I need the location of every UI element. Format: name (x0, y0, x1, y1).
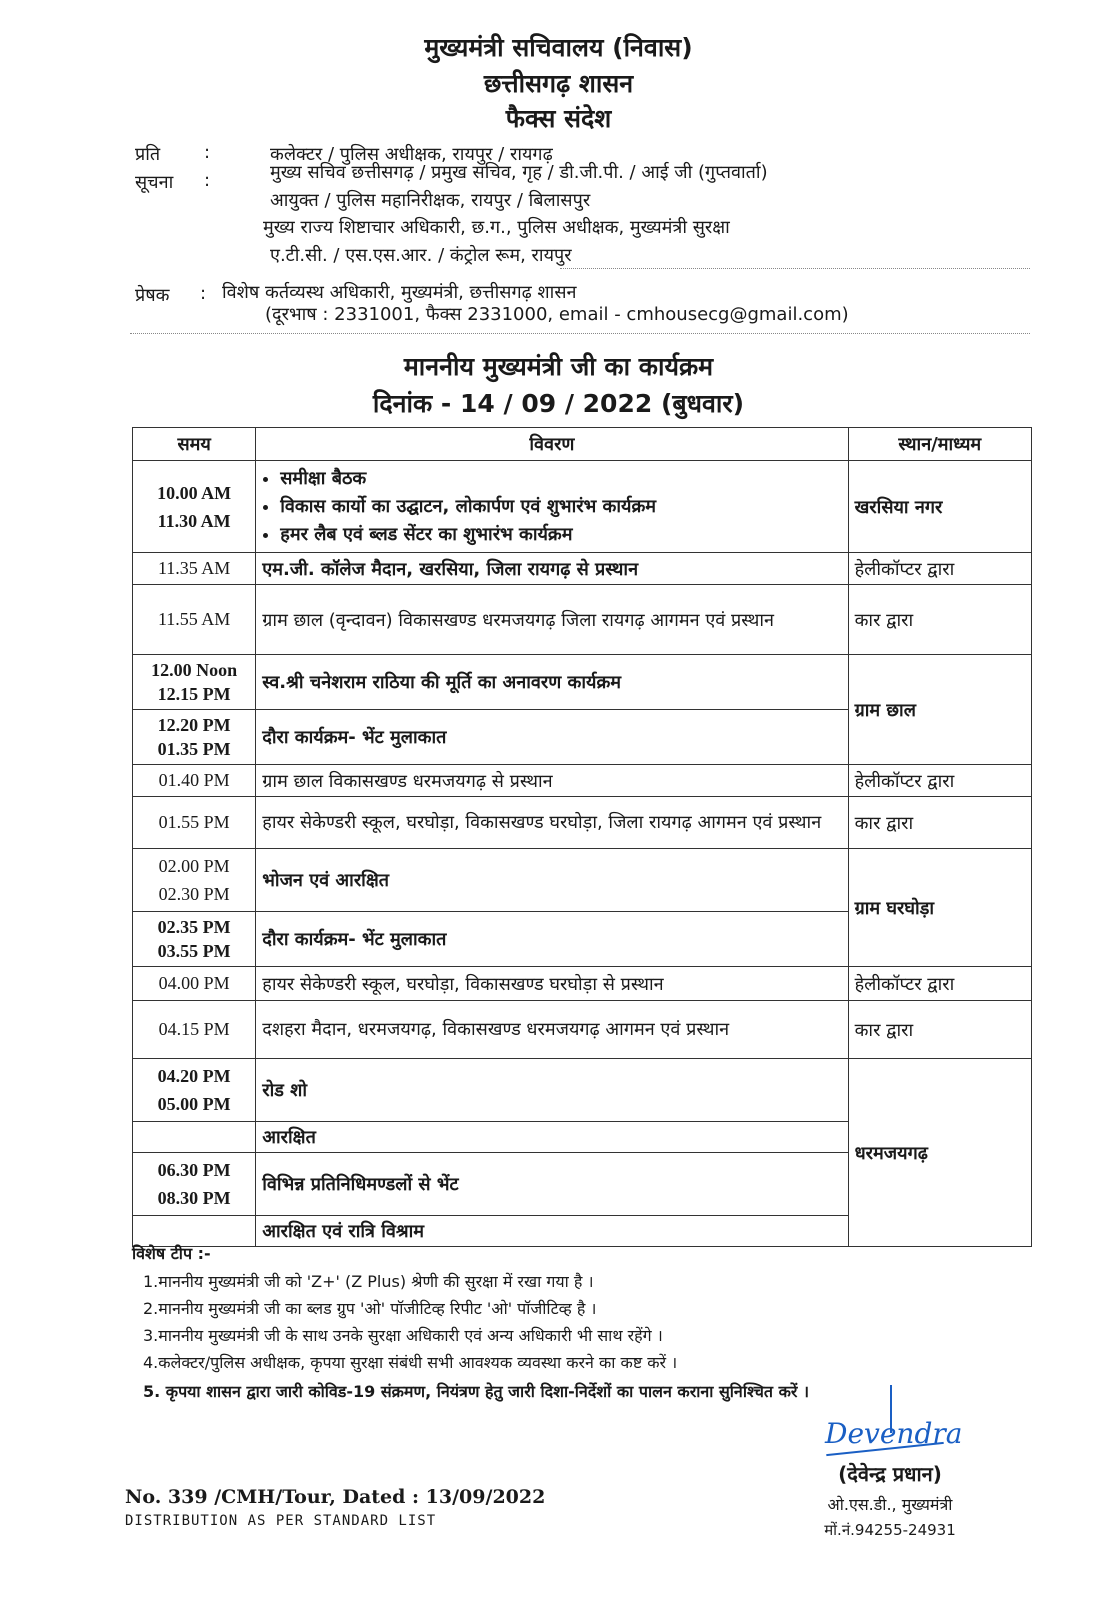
time-cell: 11.35 AM (133, 553, 256, 585)
schedule-table (132, 427, 1032, 1247)
time-cell: 01.40 PM (133, 765, 256, 797)
time-cell: 04.15 PM (133, 1001, 256, 1059)
divider (130, 333, 1030, 334)
description-cell: भोजन एवं आरक्षित (256, 849, 848, 912)
info-line-4: ए.टी.सी. / एस.एस.आर. / कंट्रोल रूम, रायपुर (270, 245, 572, 266)
start-time: 02.35 PM (157, 917, 231, 937)
office-title: मुख्यमंत्री सचिवालय (निवास) (424, 33, 693, 62)
description-cell (256, 461, 848, 553)
place-cell: धरमजयगढ़ (848, 1059, 1031, 1247)
info-line-1: मुख्य सचिव छत्तीसगढ़ / प्रमुख सचिव, गृह / डी.जी.पी. / आई जी (गुप्तवार्ता) (270, 162, 768, 183)
note-item: 5. कृपया शासन द्वारा जारी कोविड-19 संक्रमण, नियंत्रण हेतु जारी दिशा-निर्देशों का पालन कराना सुनिश्चित करें । (143, 1382, 810, 1401)
place-cell: हेलीकॉप्टर द्वारा (848, 967, 1031, 1001)
time-cell: 11.55 AM (133, 585, 256, 655)
place-cell: कार द्वारा (848, 797, 1031, 849)
government-title: छत्तीसगढ़ शासन (483, 69, 634, 98)
end-time: 11.30 AM (157, 510, 231, 531)
distribution-note: DISTRIBUTION AS PER STANDARD LIST (125, 1513, 437, 1529)
table-row (133, 967, 1032, 1001)
table-header-row (133, 428, 1032, 461)
place-cell: हेलीकॉप्टर द्वारा (848, 765, 1031, 797)
header-description: विवरण (256, 428, 848, 461)
table-row (133, 553, 1032, 585)
place-cell: ग्राम छाल (848, 655, 1031, 765)
info-line-2: आयुक्त / पुलिस महानिरीक्षक, रायपुर / बिलासपुर (270, 190, 591, 211)
description-cell: दशहरा मैदान, धरमजयगढ़, विकासखण्ड धरमजयगढ़ आगमन एवं प्रस्थान (256, 1001, 848, 1059)
description-cell: दौरा कार्यक्रम- भेंट मुलाकात (256, 710, 848, 765)
fax-message-title: फैक्स संदेश (505, 104, 612, 133)
end-time: 01.35 PM (157, 739, 231, 759)
place-cell: खरसिया नगर (848, 461, 1031, 553)
signatory-mobile: मों.नं.94255-24931 (824, 1521, 956, 1539)
table-row (133, 849, 1032, 912)
table-row (133, 461, 1032, 553)
start-time: 04.20 PM (157, 1066, 231, 1086)
description-cell: हायर सेकेण्डरी स्कूल, घरघोड़ा, विकासखण्ड घरघोड़ा से प्रस्थान (256, 967, 848, 1001)
end-time: 12.15 PM (157, 684, 231, 704)
table-row (133, 585, 1032, 655)
signatory-name: (देवेन्द्र प्रधान) (838, 1462, 942, 1486)
note-item: 2.माननीय मुख्यमंत्री जी का ब्लड ग्रुप 'ओ' पॉजीटिव्ह रिपीट 'ओ' पॉजीटिव्ह है । (143, 1299, 597, 1318)
info-colon: : (204, 170, 211, 191)
place-cell: कार द्वारा (848, 585, 1031, 655)
time-cell: 01.55 PM (133, 797, 256, 849)
note-item: 4.कलेक्टर/पुलिस अधीक्षक, कृपया सुरक्षा संबंधी सभी आवश्यक व्यवस्था करने का कष्ट करें । (143, 1353, 678, 1372)
end-time: 02.30 PM (158, 884, 230, 904)
bullet-item: • समीक्षा बैठक (280, 465, 841, 493)
to-label: प्रति (135, 144, 161, 165)
table-row (133, 797, 1032, 849)
end-time: 05.00 PM (157, 1094, 231, 1114)
signatory-designation: ओ.एस.डी., मुख्यमंत्री (827, 1495, 953, 1514)
start-time: 02.00 PM (158, 856, 230, 876)
description-cell: विभिन्न प्रतिनिधिमण्डलों से भेंट (256, 1153, 848, 1216)
place-cell: हेलीकॉप्टर द्वारा (848, 553, 1031, 585)
end-time: 03.55 PM (157, 941, 231, 961)
note-item: 1.माननीय मुख्यमंत्री जी को 'Z+' (Z Plus) श्रेणी की सुरक्षा में रखा गया है । (143, 1272, 594, 1291)
info-line-3: मुख्य राज्य शिष्टाचार अधिकारी, छ.ग., पुलिस अधीक्षक, मुख्यमंत्री सुरक्षा (263, 217, 730, 238)
time-cell (133, 710, 256, 765)
description-cell: आरक्षित (256, 1122, 848, 1153)
bullet-item: • हमर लैब एवं ब्लड सेंटर का शुभारंभ कार्यक्रम (280, 521, 841, 549)
place-cell: कार द्वारा (848, 1001, 1031, 1059)
divider (560, 268, 1030, 269)
bullet-item: • विकास कार्यो का उद्घाटन, लोकार्पण एवं शुभारंभ कार्यक्रम (280, 493, 841, 521)
start-time: 06.30 PM (157, 1160, 231, 1180)
special-notes-heading: विशेष टीप :- (132, 1244, 211, 1263)
time-cell: 04.00 PM (133, 967, 256, 1001)
description-cell: आरक्षित एवं रात्रि विश्राम (256, 1216, 848, 1247)
reference-number: No. 339 /CMH/Tour, Dated : 13/09/2022 (125, 1486, 546, 1508)
sender-contact: (दूरभाष : 2331001, फैक्स 2331000, email - cmhousecg@gmail.com) (265, 304, 849, 325)
description-cell: एम.जी. कॉलेज मैदान, खरसिया, जिला रायगढ़ से प्रस्थान (256, 553, 848, 585)
programme-date: दिनांक - 14 / 09 / 2022 (बुधवार) (372, 389, 745, 418)
header-time: समय (133, 428, 256, 461)
to-recipients: कलेक्टर / पुलिस अधीक्षक, रायपुर / रायगढ़ (270, 144, 553, 165)
time-cell (133, 912, 256, 967)
description-cell: रोड शो (256, 1059, 848, 1122)
description-cell: हायर सेकेण्डरी स्कूल, घरघोड़ा, विकासखण्ड घरघोड़ा, जिला रायगढ़ आगमन एवं प्रस्थान (256, 797, 848, 849)
table-row (133, 1059, 1032, 1122)
sender-label: प्रेषक (135, 285, 170, 306)
time-cell (133, 1122, 256, 1153)
time-cell (133, 1059, 256, 1122)
note-item: 3.माननीय मुख्यमंत्री जी के साथ उनके सुरक्षा अधिकारी एवं अन्य अधिकारी भी साथ रहेंगे । (143, 1326, 663, 1345)
time-cell (133, 461, 256, 553)
start-time: 10.00 AM (157, 482, 232, 503)
table-row (133, 765, 1032, 797)
start-time: 12.00 Noon (151, 660, 238, 680)
sender-colon: : (200, 283, 207, 304)
time-cell (133, 655, 256, 710)
start-time: 12.20 PM (157, 715, 231, 735)
description-cell: ग्राम छाल विकासखण्ड धरमजयगढ़ से प्रस्थान (256, 765, 848, 797)
sender-text: विशेष कर्तव्यस्थ अधिकारी, मुख्यमंत्री, छत्तीसगढ़ शासन (222, 282, 577, 303)
end-time: 08.30 PM (157, 1188, 231, 1208)
time-cell (133, 849, 256, 912)
programme-title: माननीय मुख्यमंत्री जी का कार्यक्रम (403, 352, 714, 381)
place-cell: ग्राम घरघोड़ा (848, 849, 1031, 967)
info-label: सूचना (135, 172, 174, 193)
table-row (133, 1001, 1032, 1059)
header-place: स्थान/माध्यम (848, 428, 1031, 461)
description-cell: ग्राम छाल (वृन्दावन) विकासखण्ड धरमजयगढ़ जिला रायगढ़ आगमन एवं प्रस्थान (256, 585, 848, 655)
time-cell (133, 1153, 256, 1216)
signature: Devendra (825, 1417, 963, 1450)
table-row (133, 655, 1032, 710)
description-cell: स्व.श्री चनेशराम राठिया की मूर्ति का अनावरण कार्यक्रम (256, 655, 848, 710)
to-colon: : (204, 142, 211, 163)
description-cell: दौरा कार्यक्रम- भेंट मुलाकात (256, 912, 848, 967)
